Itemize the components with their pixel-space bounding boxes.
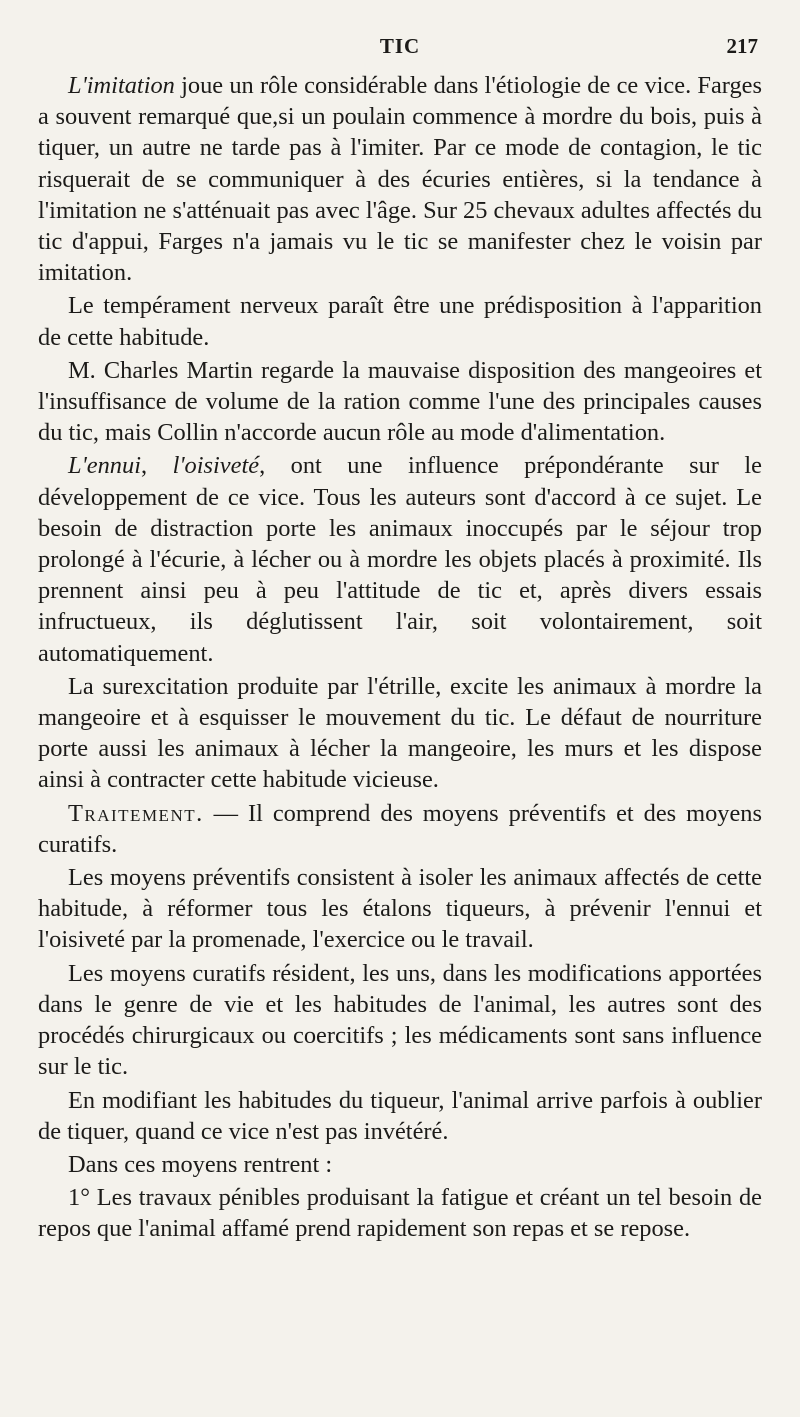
paragraph-habitudes (38, 1085, 762, 1147)
paragraph-curatifs (38, 958, 762, 1083)
paragraph-text: , ont une influence prépondérante sur le développement de ce vice. Tous les auteurs sont d'accord à ce sujet. Le besoin de distraction porte les animaux inoccupés par le séjour trop prolongé à l'écurie, à lécher ou à mordre les objets placés à proximité. Ils prennent ainsi peu à peu l'attitude de tic et, après divers essais infructueux, ils déglutissent l'air, soit volontairement, soit automatiquement. (38, 452, 762, 667)
paragraph-moyens (38, 1149, 762, 1180)
italic-term-oisivete: l'oisiveté (172, 452, 260, 480)
running-title: TIC (379, 34, 421, 58)
paragraph-imitation (38, 70, 762, 288)
paragraph-text: En modifiant les habitudes du tiqueur, l'animal arrive parfois à oublier de tiquer, quand ce vice n'est pas invétéré. (38, 1086, 762, 1145)
page-body (38, 70, 762, 1247)
term-separator: , (140, 452, 173, 480)
paragraph-text: Les moyens préventifs consistent à isoler les animaux affectés de cette habitude, à réformer tous les étalons tiqueurs, à prévenir l'ennui et l'oisiveté par la promenade, l'exercice ou le travail. (38, 864, 762, 954)
italic-term-ennui: L'ennui (68, 452, 141, 480)
section-heading-traitement: Traitement. (68, 799, 204, 827)
page-number: 217 (726, 34, 758, 58)
running-header (38, 34, 762, 64)
paragraph-traitement (38, 798, 762, 860)
paragraph-surexcitation (38, 671, 762, 796)
paragraph-text: Les moyens curatifs résident, les uns, dans les modifications apportées dans le genre de vie et les habitudes de l'animal, les autres sont des procédés chirurgicaux ou coercitifs ; les médicaments sont sans influence sur le tic. (38, 959, 762, 1081)
paragraph-text: La surexcitation produite par l'étrille, excite les animaux à mordre la mangeoire et à esquisser le mouvement du tic. Le défaut de nourriture porte aussi les animaux à lécher la mangeoire, les murs et les dispose ainsi à contracter cette habitude vicieuse. (38, 672, 762, 794)
paragraph-text: M. Charles Martin regarde la mauvaise disposition des mangeoires et l'insuffisance de volume de la ration comme l'une des principales causes du tic, mais Collin n'accorde aucun rôle au mode d'alimentation. (38, 356, 762, 447)
paragraph-temperament (38, 290, 762, 352)
paragraph-text: Dans ces moyens rentrent : (68, 1150, 333, 1178)
paragraph-preventifs (38, 862, 762, 956)
paragraph-ennui (38, 450, 762, 668)
paragraph-text: Le tempérament nerveux paraît être une prédisposition à l'apparition de cette habitude. (38, 292, 762, 351)
paragraph-martin (38, 355, 762, 449)
paragraph-list-item-1 (38, 1182, 762, 1244)
italic-term-imitation: L'imitation (68, 72, 175, 99)
paragraph-text: — Il comprend des moyens préventifs et des moyens curatifs. (38, 799, 762, 858)
paragraph-text: 1° Les travaux pénibles produisant la fatigue et créant un tel besoin de repos que l'animal affamé prend rapidement son repas et se repose. (38, 1184, 762, 1243)
paragraph-text: joue un rôle considérable dans l'étiologie de ce vice. Farges a souvent remarqué que,si un poulain commence à mordre du bois, puis à tiquer, un autre ne tarde pas à l'imiter. Par ce mode de contagion, le tic risquerait de se communiquer à des écuries entières, si la tendance à l'imitation ne s'atténuait pas avec l'âge. Sur 25 chevaux adultes affectés du tic d'appui, Farges n'a jamais vu le tic se manifester chez le voisin par imitation. (38, 72, 762, 287)
